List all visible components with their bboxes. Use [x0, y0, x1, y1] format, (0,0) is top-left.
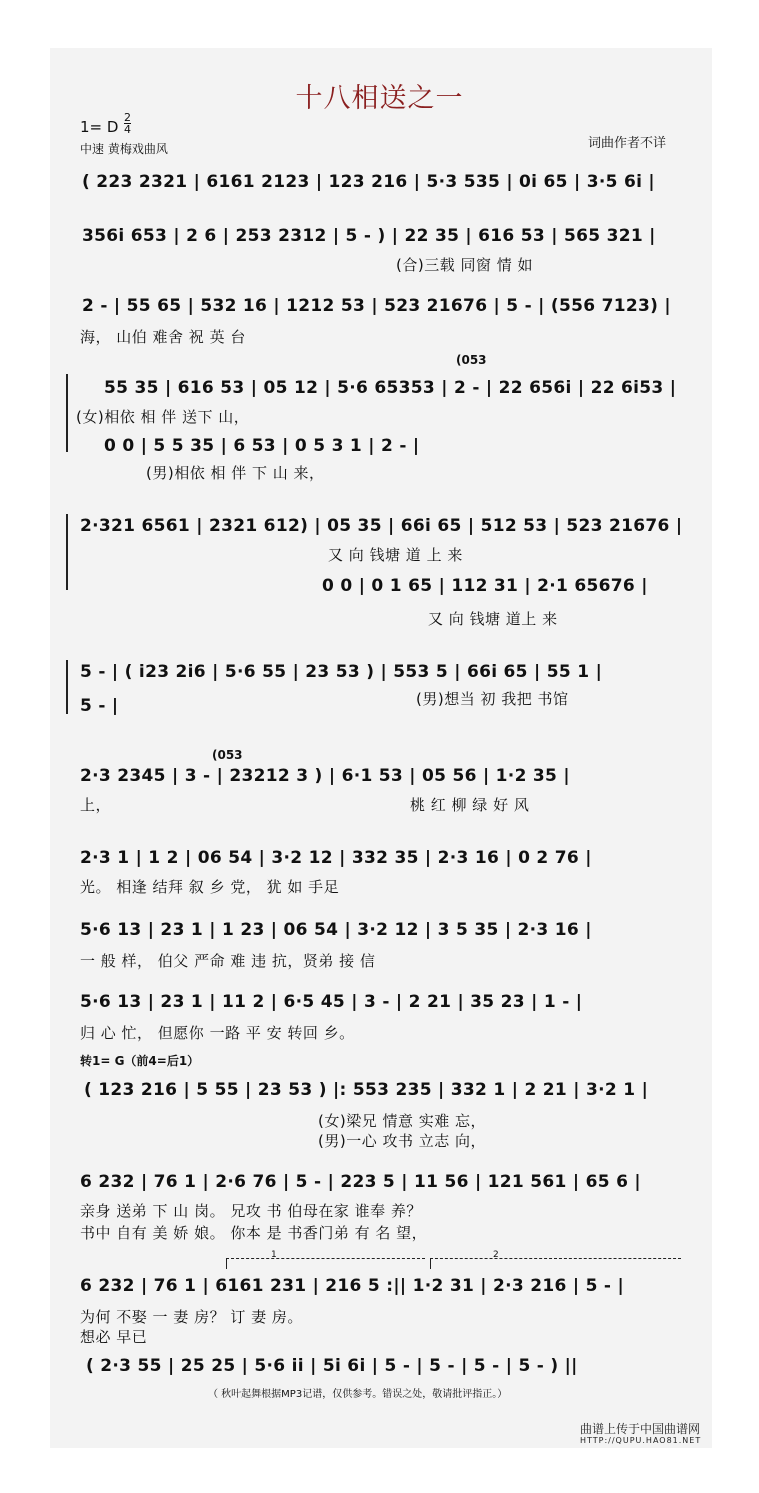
lyric-line: 归 心 忙， 但愿你 一路 平 安 转回 乡。 — [80, 1024, 355, 1042]
time-bottom: 4 — [124, 123, 131, 136]
notation-line: 5 - | ( i23 2i6 | 5·6 55 | 23 53 ) | 553 5 | 66i 65 | 55 1 | — [80, 662, 603, 682]
key-text: 1= D — [80, 118, 119, 136]
lyric-line: (女)梁兄 情意 实难 忘， — [318, 1112, 487, 1130]
system-brace — [66, 374, 68, 452]
lyric-line: 想必 早已 — [80, 1328, 148, 1346]
notation-line: ( 123 216 | 5 55 | 23 53 ) |: 553 235 | 332 1 | 2 21 | 3·2 1 | — [84, 1080, 649, 1100]
lyric-line: (合)三载 同窗 情 如 — [396, 256, 534, 274]
modulation-marker: 转1= G（前4=后1） — [80, 1054, 200, 1068]
notation-line: 5·6 13 | 23 1 | 11 2 | 6·5 45 | 3 - | 2 21 | 35 23 | 1 - | — [80, 992, 583, 1012]
notation-line: 356i 653 | 2 6 | 253 2312 | 5 - ) | 22 35 | 616 53 | 565 321 | — [82, 226, 656, 246]
lyric-line: 书中 自有 美 娇 娘。 你本 是 书香门弟 有 名 望， — [80, 1224, 428, 1242]
song-title: 十八相送之一 — [295, 83, 464, 114]
notation-line: 0 0 | 5 5 35 | 6 53 | 0 5 3 1 | 2 - | — [104, 436, 420, 456]
pickup-notes: (053 — [212, 748, 243, 762]
notation-line: 6 232 | 76 1 | 2·6 76 | 5 - | 223 5 | 11 56 | 121 561 | 65 6 | — [80, 1172, 641, 1192]
watermark-url: HTTP://QUPU.HAO81.NET — [580, 1436, 702, 1445]
lyric-line: 上， — [80, 796, 112, 814]
notation-line: 2·3 1 | 1 2 | 06 54 | 3·2 12 | 332 35 | 2·3 16 | 0 2 76 | — [80, 848, 592, 868]
volta-label-1: 1 — [271, 1250, 277, 1260]
lyric-line: 桃 红 柳 绿 好 风 — [410, 796, 530, 814]
volta-label-2: 2 — [493, 1250, 499, 1260]
system-brace — [66, 660, 68, 714]
pickup-notes: (053 — [456, 353, 487, 367]
notation-line: 2·321 6561 | 2321 612) | 05 35 | 66i 65 | 512 53 | 523 21676 | — [80, 516, 683, 536]
lyric-line: (男)一心 攻书 立志 向， — [318, 1132, 487, 1150]
lyric-line: 一 般 样， 伯父 严命 难 违 抗，贤弟 接 信 — [80, 952, 376, 970]
lyric-line: (男)相依 相 伴 下 山 来， — [146, 464, 325, 482]
notation-line: 6 232 | 76 1 | 6161 231 | 216 5 :|| 1·2 31 | 2·3 216 | 5 - | — [80, 1276, 625, 1296]
lyric-line: 海， 山伯 难舍 祝 英 台 — [80, 328, 246, 346]
notation-line: ( 223 2321 | 6161 2123 | 123 216 | 5·3 535 | 0i 65 | 3·5 6i | — [82, 172, 655, 192]
time-top: 2 — [124, 111, 131, 124]
lyric-line: 又 向 钱塘 道上 来 — [428, 610, 558, 628]
volta-bracket-2 — [430, 1250, 681, 1269]
credit: 词曲作者不详 — [588, 136, 667, 151]
notation-line: 5·6 13 | 23 1 | 1 23 | 06 54 | 3·2 12 | 3 5 35 | 2·3 16 | — [80, 920, 592, 940]
key-signature — [80, 118, 118, 136]
tempo-style: 中速 黄梅戏曲风 — [80, 142, 168, 156]
notation-line: 55 35 | 616 53 | 05 12 | 5·6 65353 | 2 - | 22 656i | 22 6i53 | — [104, 378, 677, 398]
volta-bracket-1 — [226, 1250, 425, 1269]
notation-line: ( 2·3 55 | 25 25 | 5·6 ii | 5i 6i | 5 - | 5 - | 5 - | 5 - ) || — [86, 1356, 578, 1376]
watermark-site: 曲谱上传于中国曲谱网 — [580, 1422, 701, 1436]
system-brace — [66, 514, 68, 590]
footnote: （ 秋叶起舞根据MP3记谱，仅供参考。错误之处，敬请批评指正。） — [208, 1389, 508, 1400]
lyric-line: 又 向 钱塘 道 上 来 — [328, 546, 463, 564]
notation-line: 5 - | — [80, 696, 119, 716]
time-signature — [124, 112, 131, 135]
lyric-line: 为何 不娶 一 妻 房？ 订 妻 房。 — [80, 1308, 303, 1326]
lyric-line: 光。 相逢 结拜 叙 乡 党， 犹 如 手足 — [80, 878, 340, 896]
lyric-line: (男)想当 初 我把 书馆 — [416, 690, 569, 708]
notation-line: 2·3 2345 | 3 - | 23212 3 ) | 6·1 53 | 05 56 | 1·2 35 | — [80, 766, 570, 786]
lyric-line: 亲身 送弟 下 山 岗。 兄攻 书 伯母在家 谁奉 养？ — [80, 1202, 422, 1220]
notation-line: 2 - | 55 65 | 532 16 | 1212 53 | 523 21676 | 5 - | (556 7123) | — [82, 296, 671, 316]
lyric-line: (女)相依 相 伴 送下 山， — [76, 408, 250, 426]
notation-line: 0 0 | 0 1 65 | 112 31 | 2·1 65676 | — [322, 576, 648, 596]
